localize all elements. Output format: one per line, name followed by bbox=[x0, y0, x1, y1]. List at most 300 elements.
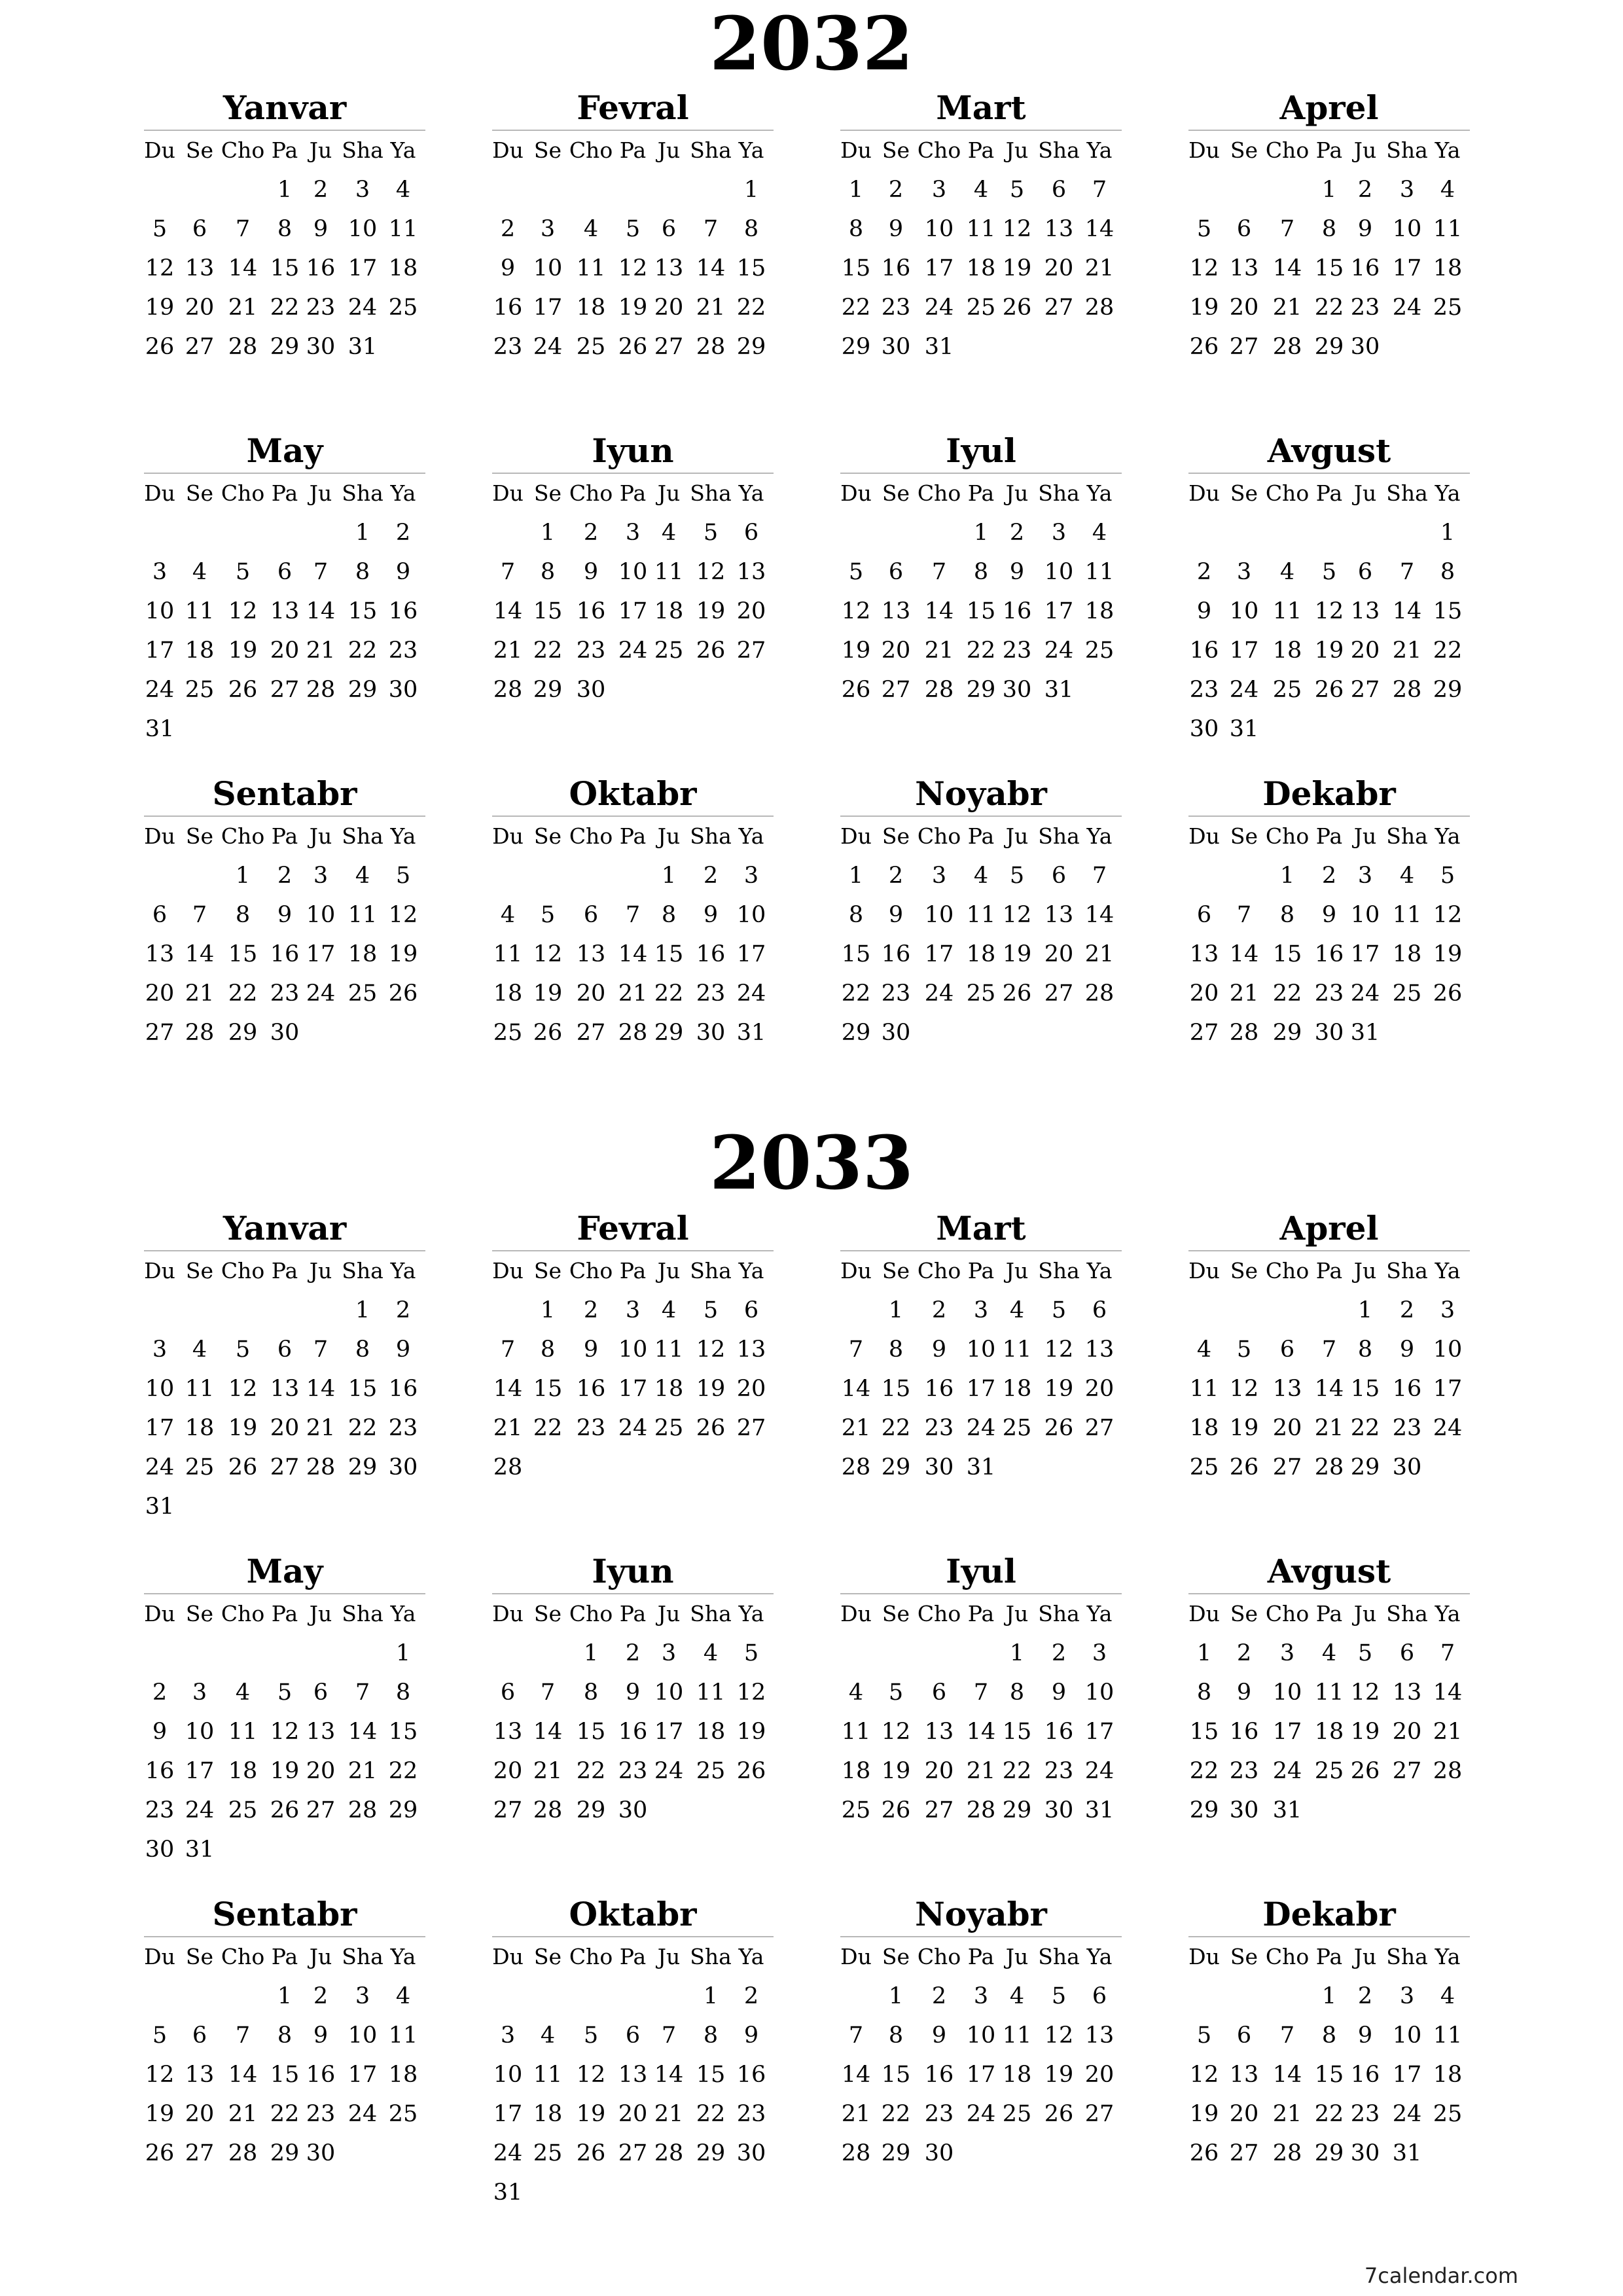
week-row bbox=[492, 1369, 774, 1408]
day-cell: 4 bbox=[500, 902, 516, 928]
day-cell: 27 bbox=[881, 677, 911, 703]
day-cell: 22 bbox=[654, 980, 684, 1007]
day-cell: 24 bbox=[1044, 637, 1074, 664]
month-2033-avgust bbox=[1188, 1552, 1470, 1830]
day-cell: 12 bbox=[228, 1376, 258, 1402]
day-cell: 25 bbox=[1084, 637, 1115, 664]
month-name: Oktabr bbox=[569, 1895, 697, 1933]
weekday-label: Ju bbox=[1353, 137, 1377, 163]
week-row bbox=[1188, 170, 1470, 209]
weekday-label: Ya bbox=[1435, 480, 1461, 506]
day-cell: 14 bbox=[1314, 1376, 1344, 1402]
day-cell: 6 bbox=[743, 520, 759, 546]
day-cell: 12 bbox=[145, 2062, 175, 2088]
weekday-label: Ju bbox=[1005, 1258, 1029, 1283]
weekday-label: Ju bbox=[1353, 823, 1377, 849]
day-cell: 8 bbox=[355, 1336, 370, 1363]
day-cell: 24 bbox=[145, 677, 175, 703]
weekday-label: Ya bbox=[390, 137, 416, 163]
day-cell: 28 bbox=[228, 2140, 258, 2166]
month-2033-may bbox=[144, 1552, 425, 1869]
day-cell: 18 bbox=[493, 980, 523, 1007]
weekday-label: Pa bbox=[967, 823, 995, 849]
day-cell: 8 bbox=[848, 216, 864, 242]
month-2032-fevral bbox=[492, 88, 774, 367]
weekday-label: Se bbox=[882, 480, 910, 506]
weekday-label: Cho bbox=[1265, 1258, 1310, 1283]
month-name: Aprel bbox=[1279, 88, 1379, 127]
day-cell: 28 bbox=[185, 1020, 215, 1046]
day-cell: 3 bbox=[661, 1640, 677, 1666]
day-cell: 30 bbox=[1314, 1020, 1344, 1046]
week-row bbox=[492, 974, 774, 1013]
day-cell: 22 bbox=[1272, 980, 1302, 1007]
weekday-label: Du bbox=[1188, 480, 1220, 506]
weekday-label: Ya bbox=[1086, 1258, 1113, 1283]
day-cell: 13 bbox=[1189, 941, 1219, 967]
day-cell: 22 bbox=[1433, 637, 1463, 664]
week-row bbox=[840, 170, 1122, 209]
day-cell: 27 bbox=[924, 1797, 954, 1823]
weekday-header-row bbox=[144, 1937, 425, 1977]
weekday-header-row bbox=[1188, 817, 1470, 856]
weekday-label: Cho bbox=[1265, 1944, 1310, 1969]
day-cell: 24 bbox=[306, 980, 336, 1007]
weekday-label: Se bbox=[882, 1601, 910, 1626]
day-cell: 6 bbox=[192, 216, 207, 242]
weekday-label: Cho bbox=[917, 137, 961, 163]
day-cell: 26 bbox=[533, 1020, 563, 1046]
month-2033-mart bbox=[840, 1209, 1122, 1487]
weekday-label: Cho bbox=[221, 823, 265, 849]
day-cell: 17 bbox=[1350, 941, 1380, 967]
day-cell: 12 bbox=[1002, 216, 1032, 242]
day-cell: 20 bbox=[1084, 2062, 1115, 2088]
day-cell: 22 bbox=[841, 980, 871, 1007]
day-cell: 13 bbox=[185, 255, 215, 281]
day-cell: 4 bbox=[661, 520, 677, 546]
day-cell: 17 bbox=[924, 255, 954, 281]
day-cell: 29 bbox=[1002, 1797, 1032, 1823]
day-cell: 3 bbox=[743, 863, 759, 889]
week-row bbox=[1188, 513, 1470, 552]
week-row bbox=[1188, 670, 1470, 709]
week-row bbox=[1188, 1712, 1470, 1751]
day-cell: 23 bbox=[1002, 637, 1032, 664]
day-cell: 1 bbox=[1009, 1640, 1025, 1666]
weekday-label: Pa bbox=[271, 137, 298, 163]
day-cell: 9 bbox=[313, 2022, 329, 2049]
weekday-header-row bbox=[144, 1594, 425, 1634]
week-row bbox=[1188, 1330, 1470, 1369]
week-row bbox=[1188, 709, 1470, 749]
day-cell: 14 bbox=[654, 2062, 684, 2088]
day-cell: 17 bbox=[1272, 1719, 1302, 1745]
day-cell: 6 bbox=[1196, 902, 1212, 928]
weekday-label: Du bbox=[492, 1258, 524, 1283]
weekday-label: Sha bbox=[1386, 1601, 1428, 1626]
month-name: Mart bbox=[936, 88, 1026, 127]
day-cell: 29 bbox=[736, 334, 766, 360]
day-cell: 7 bbox=[661, 2022, 677, 2049]
day-cell: 17 bbox=[1392, 2062, 1422, 2088]
weekday-label: Cho bbox=[569, 137, 613, 163]
day-cell: 11 bbox=[348, 902, 378, 928]
day-cell: 4 bbox=[395, 177, 411, 203]
day-cell: 8 bbox=[235, 902, 251, 928]
day-cell: 15 bbox=[1002, 1719, 1032, 1745]
week-row bbox=[492, 1408, 774, 1448]
day-cell: 7 bbox=[500, 1336, 516, 1363]
day-cell: 19 bbox=[145, 2101, 175, 2127]
day-cell: 4 bbox=[1092, 520, 1107, 546]
week-row bbox=[492, 1712, 774, 1751]
day-cell: 29 bbox=[576, 1797, 606, 1823]
day-cell: 13 bbox=[493, 1719, 523, 1745]
day-cell: 24 bbox=[736, 980, 766, 1007]
day-cell: 23 bbox=[306, 2101, 336, 2127]
day-cell: 30 bbox=[1350, 334, 1380, 360]
weekday-label: Sha bbox=[690, 1258, 732, 1283]
day-cell: 3 bbox=[152, 559, 168, 585]
month-2033-fevral bbox=[492, 1209, 774, 1487]
week-row bbox=[840, 1673, 1122, 1712]
day-cell: 22 bbox=[348, 637, 378, 664]
week-row bbox=[144, 1830, 425, 1869]
day-cell: 9 bbox=[1196, 598, 1212, 624]
week-row bbox=[492, 895, 774, 935]
day-cell: 2 bbox=[888, 863, 904, 889]
day-cell: 7 bbox=[355, 1679, 370, 1706]
week-row bbox=[492, 288, 774, 327]
weekday-label: Ya bbox=[1086, 1944, 1113, 1969]
day-cell: 12 bbox=[228, 598, 258, 624]
day-cell: 16 bbox=[1002, 598, 1032, 624]
day-cell: 10 bbox=[618, 1336, 648, 1363]
day-cell: 17 bbox=[618, 1376, 648, 1402]
day-cell: 11 bbox=[576, 255, 606, 281]
day-cell: 6 bbox=[192, 2022, 207, 2049]
weekday-label: Ju bbox=[1353, 1944, 1377, 1969]
day-cell: 5 bbox=[235, 559, 251, 585]
weekday-label: Se bbox=[533, 1601, 562, 1626]
day-cell: 26 bbox=[881, 1797, 911, 1823]
weekday-label: Ya bbox=[1086, 823, 1113, 849]
month-2033-iyul bbox=[840, 1552, 1122, 1830]
day-cell: 3 bbox=[152, 1336, 168, 1363]
week-row bbox=[840, 1791, 1122, 1830]
weekday-label: Ju bbox=[1005, 480, 1029, 506]
day-cell: 11 bbox=[185, 598, 215, 624]
day-cell: 29 bbox=[270, 334, 300, 360]
day-cell: 4 bbox=[973, 177, 989, 203]
day-cell: 25 bbox=[1189, 1454, 1219, 1480]
day-cell: 23 bbox=[618, 1758, 648, 1784]
day-cell: 17 bbox=[185, 1758, 215, 1784]
week-row bbox=[144, 327, 425, 367]
weekday-label: Cho bbox=[221, 1944, 265, 1969]
day-cell: 27 bbox=[1229, 334, 1259, 360]
weekday-header-row bbox=[492, 474, 774, 513]
day-cell: 13 bbox=[270, 598, 300, 624]
week-row bbox=[492, 2173, 774, 2212]
day-cell: 10 bbox=[736, 902, 766, 928]
day-cell: 23 bbox=[270, 980, 300, 1007]
day-cell: 26 bbox=[1002, 980, 1032, 1007]
day-cell: 15 bbox=[388, 1719, 418, 1745]
day-cell: 14 bbox=[1229, 941, 1259, 967]
week-row bbox=[144, 1369, 425, 1408]
weekday-label: Ju bbox=[657, 1258, 681, 1283]
week-row bbox=[840, 856, 1122, 895]
week-row bbox=[1188, 1977, 1470, 2016]
day-cell: 24 bbox=[185, 1797, 215, 1823]
day-cell: 1 bbox=[1357, 1297, 1373, 1323]
day-cell: 5 bbox=[1196, 2022, 1212, 2049]
day-cell: 26 bbox=[1189, 2140, 1219, 2166]
day-cell: 19 bbox=[270, 1758, 300, 1784]
day-cell: 2 bbox=[395, 1297, 411, 1323]
day-cell: 28 bbox=[1314, 1454, 1344, 1480]
weekday-header-row bbox=[840, 474, 1122, 513]
day-cell: 27 bbox=[1044, 980, 1074, 1007]
day-cell: 1 bbox=[277, 177, 293, 203]
day-cell: 21 bbox=[493, 1415, 523, 1441]
weekday-label: Ju bbox=[309, 1601, 332, 1626]
day-cell: 30 bbox=[306, 2140, 336, 2166]
weekday-label: Du bbox=[144, 1258, 175, 1283]
day-cell: 24 bbox=[966, 2101, 996, 2127]
day-cell: 17 bbox=[145, 637, 175, 664]
day-cell: 8 bbox=[661, 902, 677, 928]
month-2032-dekabr bbox=[1188, 774, 1470, 1052]
weekday-label: Du bbox=[492, 1601, 524, 1626]
day-cell: 16 bbox=[388, 1376, 418, 1402]
day-cell: 10 bbox=[1433, 1336, 1463, 1363]
week-row bbox=[840, 1712, 1122, 1751]
weekday-label: Se bbox=[1230, 823, 1258, 849]
day-cell: 19 bbox=[1433, 941, 1463, 967]
day-cell: 9 bbox=[583, 559, 599, 585]
year-title-2032: 2032 bbox=[709, 1, 914, 87]
day-cell: 22 bbox=[270, 2101, 300, 2127]
weekday-label: Sha bbox=[1386, 823, 1428, 849]
weekday-label: Se bbox=[882, 823, 910, 849]
day-cell: 8 bbox=[355, 559, 370, 585]
day-cell: 4 bbox=[1440, 177, 1455, 203]
day-cell: 9 bbox=[395, 559, 411, 585]
day-cell: 13 bbox=[576, 941, 606, 967]
weekday-label: Ju bbox=[657, 823, 681, 849]
day-cell: 11 bbox=[966, 216, 996, 242]
month-2032-avgust bbox=[1188, 431, 1470, 749]
day-cell: 20 bbox=[185, 295, 215, 321]
weekday-label: Du bbox=[492, 823, 524, 849]
day-cell: 29 bbox=[388, 1797, 418, 1823]
day-cell: 1 bbox=[1196, 1640, 1212, 1666]
day-cell: 16 bbox=[618, 1719, 648, 1745]
weekday-header-row bbox=[840, 1937, 1122, 1977]
weekday-label: Se bbox=[533, 823, 562, 849]
week-row bbox=[492, 2055, 774, 2094]
day-cell: 12 bbox=[145, 255, 175, 281]
day-cell: 19 bbox=[1044, 1376, 1074, 1402]
weekday-label: Se bbox=[882, 1944, 910, 1969]
weekday-header-row bbox=[492, 1594, 774, 1634]
day-cell: 14 bbox=[924, 598, 954, 624]
day-cell: 22 bbox=[228, 980, 258, 1007]
day-cell: 2 bbox=[583, 520, 599, 546]
weekday-label: Se bbox=[1230, 137, 1258, 163]
week-row bbox=[840, 670, 1122, 709]
day-cell: 6 bbox=[625, 2022, 641, 2049]
day-cell: 29 bbox=[841, 1020, 871, 1046]
day-cell: 12 bbox=[1229, 1376, 1259, 1402]
week-row bbox=[492, 935, 774, 974]
day-cell: 10 bbox=[1044, 559, 1074, 585]
weekday-label: Cho bbox=[221, 1258, 265, 1283]
weekday-label: Se bbox=[185, 480, 214, 506]
week-row bbox=[1188, 288, 1470, 327]
day-cell: 27 bbox=[306, 1797, 336, 1823]
day-cell: 16 bbox=[881, 255, 911, 281]
weekday-label: Du bbox=[144, 1944, 175, 1969]
day-cell: 11 bbox=[1189, 1376, 1219, 1402]
day-cell: 16 bbox=[696, 941, 726, 967]
day-cell: 24 bbox=[348, 295, 378, 321]
day-cell: 10 bbox=[1392, 2022, 1422, 2049]
day-cell: 30 bbox=[881, 1020, 911, 1046]
day-cell: 28 bbox=[1433, 1758, 1463, 1784]
weekday-label: Pa bbox=[1315, 1944, 1343, 1969]
day-cell: 28 bbox=[348, 1797, 378, 1823]
week-row bbox=[144, 856, 425, 895]
day-cell: 10 bbox=[1350, 902, 1380, 928]
day-cell: 23 bbox=[1350, 2101, 1380, 2127]
weekday-label: Pa bbox=[271, 1601, 298, 1626]
day-cell: 30 bbox=[306, 334, 336, 360]
day-cell: 23 bbox=[881, 295, 911, 321]
day-cell: 31 bbox=[493, 2179, 523, 2206]
week-row bbox=[1188, 552, 1470, 592]
day-cell: 29 bbox=[654, 1020, 684, 1046]
week-row bbox=[144, 1673, 425, 1712]
weekday-label: Sha bbox=[342, 480, 383, 506]
day-cell: 6 bbox=[1399, 1640, 1415, 1666]
day-cell: 9 bbox=[743, 2022, 759, 2049]
day-cell: 26 bbox=[1350, 1758, 1380, 1784]
day-cell: 20 bbox=[1044, 255, 1074, 281]
day-cell: 19 bbox=[1044, 2062, 1074, 2088]
day-cell: 26 bbox=[1044, 2101, 1074, 2127]
weekday-label: Cho bbox=[1265, 137, 1310, 163]
weekday-label: Cho bbox=[1265, 823, 1310, 849]
day-cell: 30 bbox=[388, 677, 418, 703]
day-cell: 4 bbox=[848, 1679, 864, 1706]
week-row bbox=[492, 670, 774, 709]
month-2032-may bbox=[144, 431, 425, 749]
week-row bbox=[492, 513, 774, 552]
day-cell: 28 bbox=[228, 334, 258, 360]
week-row bbox=[144, 1487, 425, 1526]
day-cell: 8 bbox=[848, 902, 864, 928]
day-cell: 12 bbox=[1433, 902, 1463, 928]
day-cell: 1 bbox=[540, 1297, 556, 1323]
week-row bbox=[840, 1369, 1122, 1408]
week-row bbox=[840, 1634, 1122, 1673]
weekday-label: Se bbox=[533, 480, 562, 506]
weekday-label: Se bbox=[185, 1944, 214, 1969]
day-cell: 4 bbox=[192, 559, 207, 585]
day-cell: 18 bbox=[185, 1415, 215, 1441]
weekday-header-row bbox=[1188, 1937, 1470, 1977]
day-cell: 12 bbox=[1189, 2062, 1219, 2088]
day-cell: 16 bbox=[1314, 941, 1344, 967]
day-cell: 9 bbox=[313, 216, 329, 242]
day-cell: 4 bbox=[1279, 559, 1295, 585]
day-cell: 11 bbox=[388, 216, 418, 242]
day-cell: 5 bbox=[1051, 1983, 1067, 2009]
day-cell: 3 bbox=[355, 1983, 370, 2009]
day-cell: 14 bbox=[1272, 255, 1302, 281]
weekday-header-row bbox=[144, 131, 425, 170]
day-cell: 17 bbox=[618, 598, 648, 624]
day-cell: 7 bbox=[1399, 559, 1415, 585]
day-cell: 18 bbox=[1002, 1376, 1032, 1402]
week-row bbox=[144, 592, 425, 631]
month-2032-yanvar bbox=[144, 88, 425, 367]
day-cell: 31 bbox=[348, 334, 378, 360]
weekday-label: Pa bbox=[619, 1258, 647, 1283]
day-cell: 23 bbox=[493, 334, 523, 360]
day-cell: 12 bbox=[1189, 255, 1219, 281]
day-cell: 18 bbox=[1189, 1415, 1219, 1441]
day-cell: 24 bbox=[966, 1415, 996, 1441]
day-cell: 11 bbox=[696, 1679, 726, 1706]
day-cell: 24 bbox=[533, 334, 563, 360]
day-cell: 18 bbox=[654, 598, 684, 624]
weekday-label: Se bbox=[1230, 1944, 1258, 1969]
day-cell: 23 bbox=[576, 1415, 606, 1441]
day-cell: 15 bbox=[348, 1376, 378, 1402]
day-cell: 4 bbox=[235, 1679, 251, 1706]
week-row bbox=[492, 209, 774, 249]
day-cell: 1 bbox=[1321, 1983, 1337, 2009]
week-row bbox=[144, 709, 425, 749]
day-cell: 25 bbox=[1314, 1758, 1344, 1784]
day-cell: 26 bbox=[388, 980, 418, 1007]
day-cell: 21 bbox=[185, 980, 215, 1007]
weekday-label: Ju bbox=[657, 480, 681, 506]
day-cell: 9 bbox=[1357, 216, 1373, 242]
day-cell: 25 bbox=[228, 1797, 258, 1823]
month-2033-oktabr bbox=[492, 1895, 774, 2212]
day-cell: 7 bbox=[848, 2022, 864, 2049]
day-cell: 20 bbox=[1044, 941, 1074, 967]
day-cell: 3 bbox=[973, 1983, 989, 2009]
day-cell: 8 bbox=[1009, 1679, 1025, 1706]
day-cell: 13 bbox=[618, 2062, 648, 2088]
week-row bbox=[492, 1791, 774, 1830]
month-name: Noyabr bbox=[915, 774, 1047, 813]
month-name: Iyun bbox=[592, 1552, 674, 1590]
day-cell: 23 bbox=[881, 980, 911, 1007]
day-cell: 8 bbox=[1440, 559, 1455, 585]
week-row bbox=[492, 2134, 774, 2173]
day-cell: 3 bbox=[625, 520, 641, 546]
day-cell: 11 bbox=[1433, 216, 1463, 242]
week-row bbox=[1188, 1448, 1470, 1487]
